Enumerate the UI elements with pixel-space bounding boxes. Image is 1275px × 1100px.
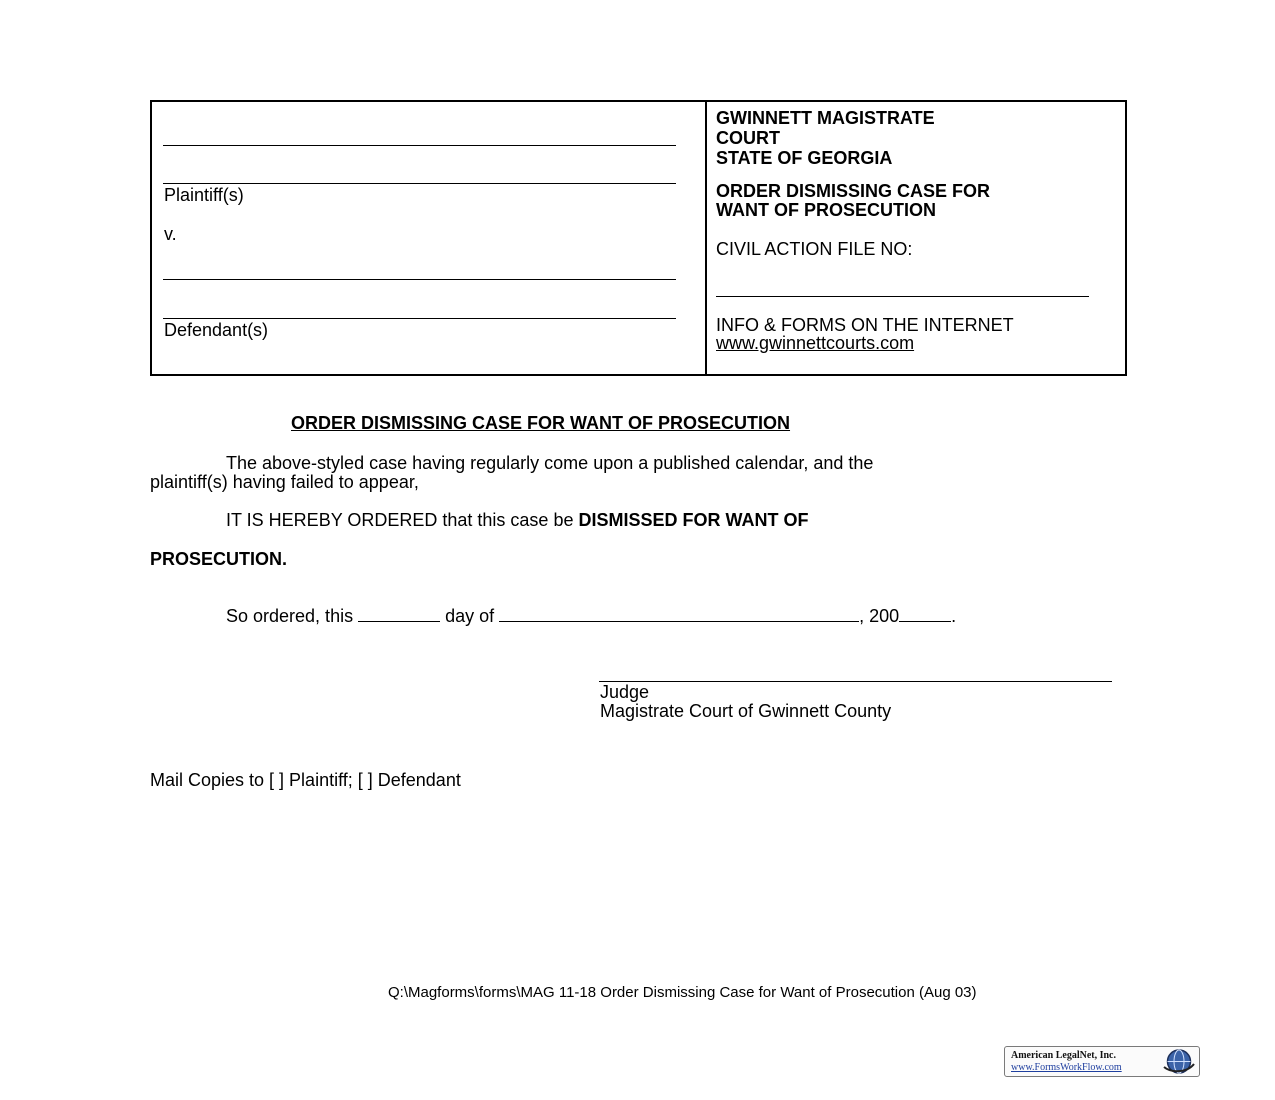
judge-label: Judge [600,682,650,702]
paragraph-1-line-2: plaintiff(s) having failed to appear, [150,472,419,492]
judge-signature-line [599,681,1112,682]
defendant-name-line-1 [163,279,676,280]
plaintiff-name-line-2 [163,183,676,184]
caption-order-title: ORDER DISMISSING CASE FOR WANT OF PROSECUTION [716,181,991,220]
logo-website-link[interactable]: www.FormsWorkFlow.com [1011,1062,1122,1073]
caption-divider [705,102,707,374]
order-title: ORDER DISMISSING CASE FOR WANT OF PROSECUTION [291,413,791,433]
signature-block [600,683,891,721]
civil-action-file-label: CIVIL ACTION FILE NO: [716,239,913,259]
court-title: Magistrate Court of Gwinnett County [600,701,892,721]
year-blank [899,607,951,622]
dismissed-phrase: DISMISSED FOR WANT OF [578,510,809,530]
publisher-logo[interactable] [1004,1046,1200,1077]
day-blank [358,607,440,622]
globe-icon [1161,1048,1197,1075]
internet-info: INFO & FORMS ON THE INTERNET www.gwinnettcourts.com [716,315,1014,353]
month-blank [499,607,859,622]
plaintiff-name-line-1 [163,145,676,146]
defendant-name-line-2 [163,318,676,319]
logo-company-name: American LegalNet, Inc. [1011,1050,1116,1061]
so-ordered-line: So ordered, this day of , 200 . [226,606,957,626]
footer-file-path: Q:\Magforms\forms\MAG 11-18 Order Dismissing Case for Want of Prosecution (Aug 03) [388,984,977,1001]
court-website-link[interactable]: www.gwinnettcourts.com [716,333,915,353]
defendant-label: Defendant(s) [164,320,269,340]
paragraph-1-line-1: The above-styled case having regularly come upon a published calendar, and the [226,453,874,473]
file-number-line [716,296,1089,297]
versus-label: v. [164,224,177,244]
court-name: GWINNETT MAGISTRATE COURT STATE OF GEORGIA [716,108,935,168]
order-paragraph-end: PROSECUTION. [150,549,288,569]
state-name: STATE OF GEORGIA [716,148,893,168]
plaintiff-label: Plaintiff(s) [164,185,244,205]
mail-copies-line: Mail Copies to [ ] Plaintiff; [ ] Defendant [150,770,461,790]
order-paragraph: IT IS HEREBY ORDERED that this case be DISMISSED FOR WANT OF [226,510,809,530]
